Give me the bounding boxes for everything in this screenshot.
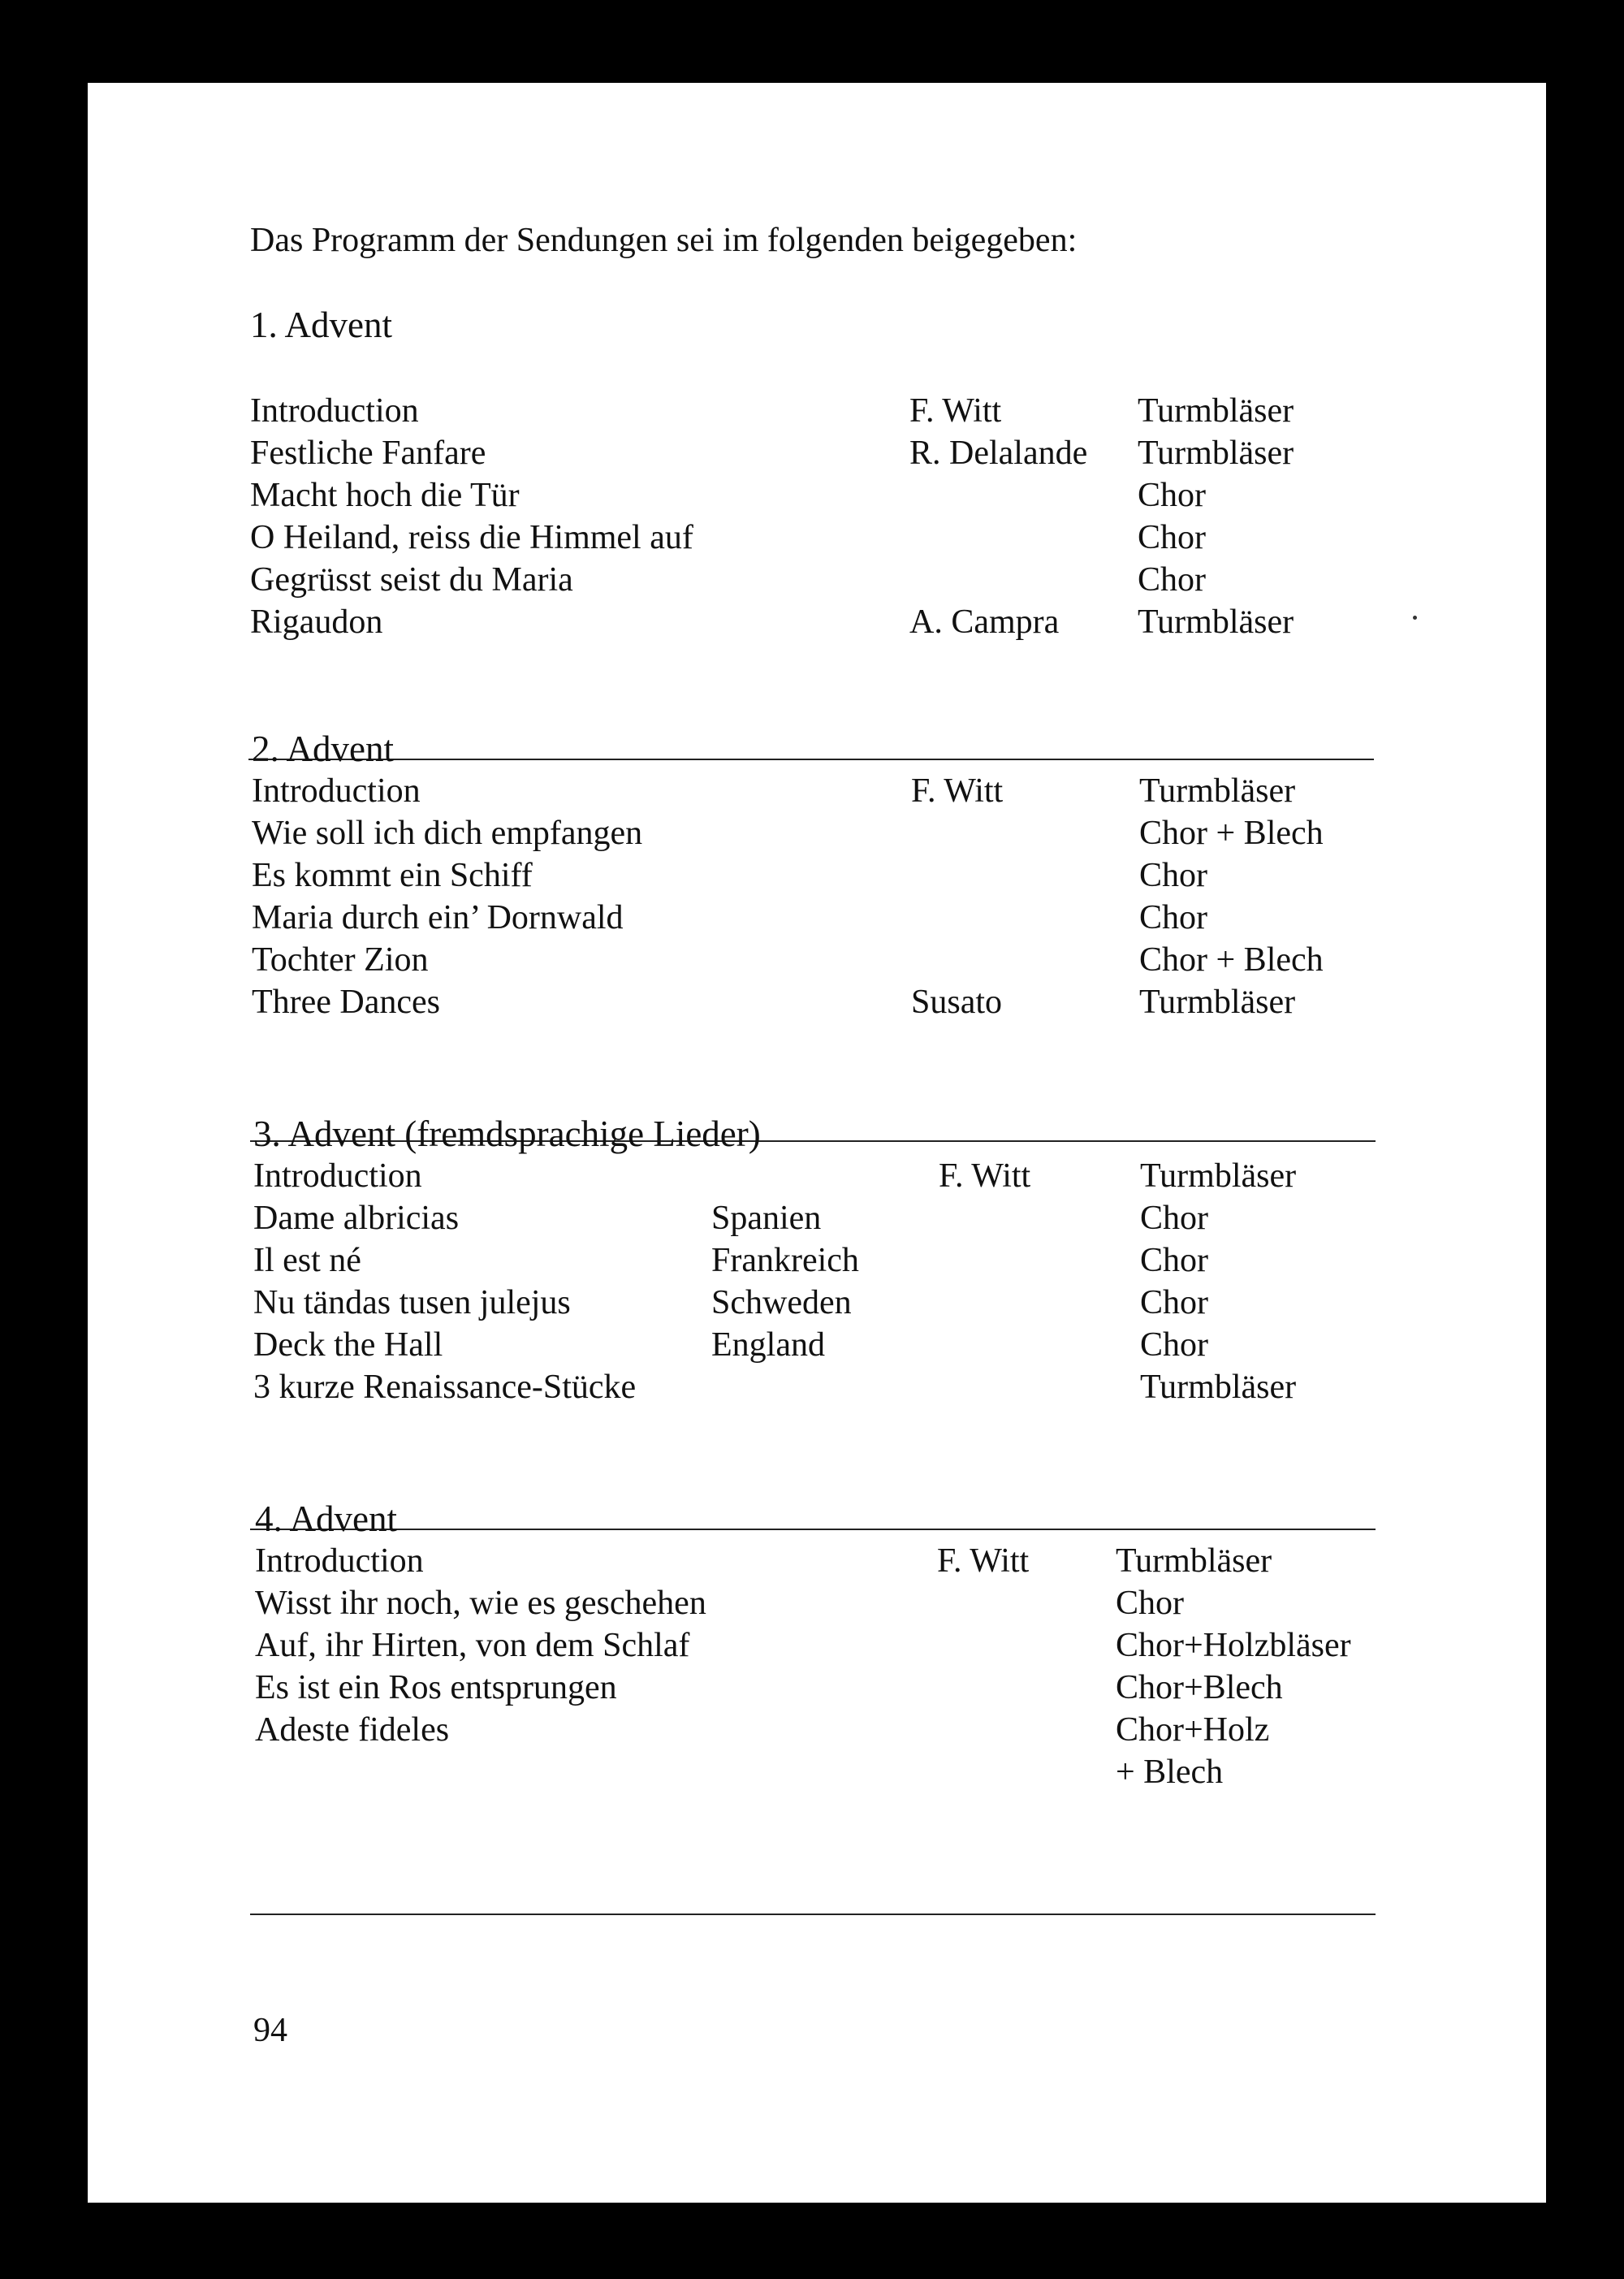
stray-mark [1413,616,1417,620]
piece-title: Es ist ein Ros entsprungen [255,1669,617,1706]
program-row [252,856,1389,898]
program-row [255,1584,1392,1626]
program-row [252,941,1389,983]
program-row [250,603,1387,645]
program-row [252,983,1389,1025]
program-row [253,1325,1390,1368]
intro-text: Das Programm der Sendungen sei im folgenden beigegeben: [250,222,1078,259]
composer: F. Witt [909,392,1002,430]
piece-title: Gegrüsst seist du Maria [250,561,573,599]
composer: R. Delalande [909,435,1088,472]
program-row [255,1626,1392,1668]
section-title: 4. Advent [255,1498,397,1539]
piece-title: 3 kurze Renaissance-Stücke [253,1369,637,1406]
program-row [252,772,1389,814]
performers: Chor + Blech [1139,815,1324,852]
program-row [252,814,1389,856]
piece-title: Deck the Hall [253,1326,443,1364]
performers: Chor [1138,561,1206,599]
performers: Chor [1138,519,1206,556]
program-row [250,434,1387,476]
performers: Turmbläser [1116,1542,1272,1580]
program-row [253,1157,1390,1199]
program-row [253,1283,1390,1325]
piece-title: O Heiland, reiss die Himmel auf [250,519,693,556]
performers: + Blech [1116,1754,1224,1791]
program-row [253,1199,1390,1241]
section-title: 3. Advent (fremdsprachige Lieder) [253,1114,761,1154]
document-page [88,83,1546,2203]
country: Frankreich [711,1242,859,1279]
piece-title: Introduction [255,1542,424,1580]
piece-title: Dame albricias [253,1200,460,1237]
piece-title: Wie soll ich dich empfangen [252,815,643,852]
section-divider [250,1529,1376,1530]
piece-title: Introduction [253,1157,422,1195]
program-row [253,1368,1390,1410]
performers: Chor [1140,1242,1208,1279]
piece-title: Introduction [250,392,419,430]
piece-title: Rigaudon [250,603,383,641]
performers: Chor+Holzbläser [1116,1627,1351,1664]
composer: A. Campra [909,603,1060,641]
performers: Turmbläser [1139,984,1296,1021]
program-row [255,1668,1392,1710]
piece-title: Adeste fideles [255,1711,450,1749]
piece-title: Tochter Zion [252,941,429,979]
piece-title: Introduction [252,772,421,810]
page-number: 94 [253,2012,287,2049]
country: Schweden [711,1284,852,1321]
piece-title: Three Dances [252,984,441,1021]
performers: Chor+Blech [1116,1669,1283,1706]
piece-title: Wisst ihr noch, wie es geschehen [255,1585,706,1622]
section-divider [250,1914,1376,1915]
program-row [255,1710,1392,1753]
piece-title: Festliche Fanfare [250,435,486,472]
piece-title: Nu tändas tusen julejus [253,1284,571,1321]
piece-title: Maria durch ein’ Dornwald [252,899,624,936]
section-title: 2. Advent [252,729,394,769]
composer: F. Witt [939,1157,1031,1195]
section-title: 1. Advent [250,305,392,345]
program-row [250,476,1387,518]
performers: Chor [1140,1284,1208,1321]
performers: Turmbläser [1138,435,1294,472]
performers: Chor [1116,1585,1184,1622]
performers: Turmbläser [1139,772,1296,810]
performers: Chor + Blech [1139,941,1324,979]
country: Spanien [711,1200,822,1237]
program-row [253,1241,1390,1283]
program-row [255,1542,1392,1584]
performers: Chor [1139,857,1207,894]
country: England [711,1326,825,1364]
performers: Turmbläser [1140,1369,1297,1406]
section-divider [248,759,1374,760]
composer: F. Witt [937,1542,1030,1580]
program-row [250,518,1387,560]
program-row [252,898,1389,941]
piece-title: Il est né [253,1242,361,1279]
performers: Chor [1140,1200,1208,1237]
program-row [250,560,1387,603]
performers: Turmbläser [1140,1157,1297,1195]
program-row [255,1753,1392,1795]
composer: Susato [911,984,1003,1021]
piece-title: Macht hoch die Tür [250,477,520,514]
performers: Chor [1138,477,1206,514]
performers: Turmbläser [1138,392,1294,430]
composer: F. Witt [911,772,1004,810]
performers: Turmbläser [1138,603,1294,641]
piece-title: Auf, ihr Hirten, von dem Schlaf [255,1627,690,1664]
performers: Chor+Holz [1116,1711,1270,1749]
program-row [250,391,1387,434]
performers: Chor [1140,1326,1208,1364]
performers: Chor [1139,899,1207,936]
piece-title: Es kommt ein Schiff [252,857,533,894]
